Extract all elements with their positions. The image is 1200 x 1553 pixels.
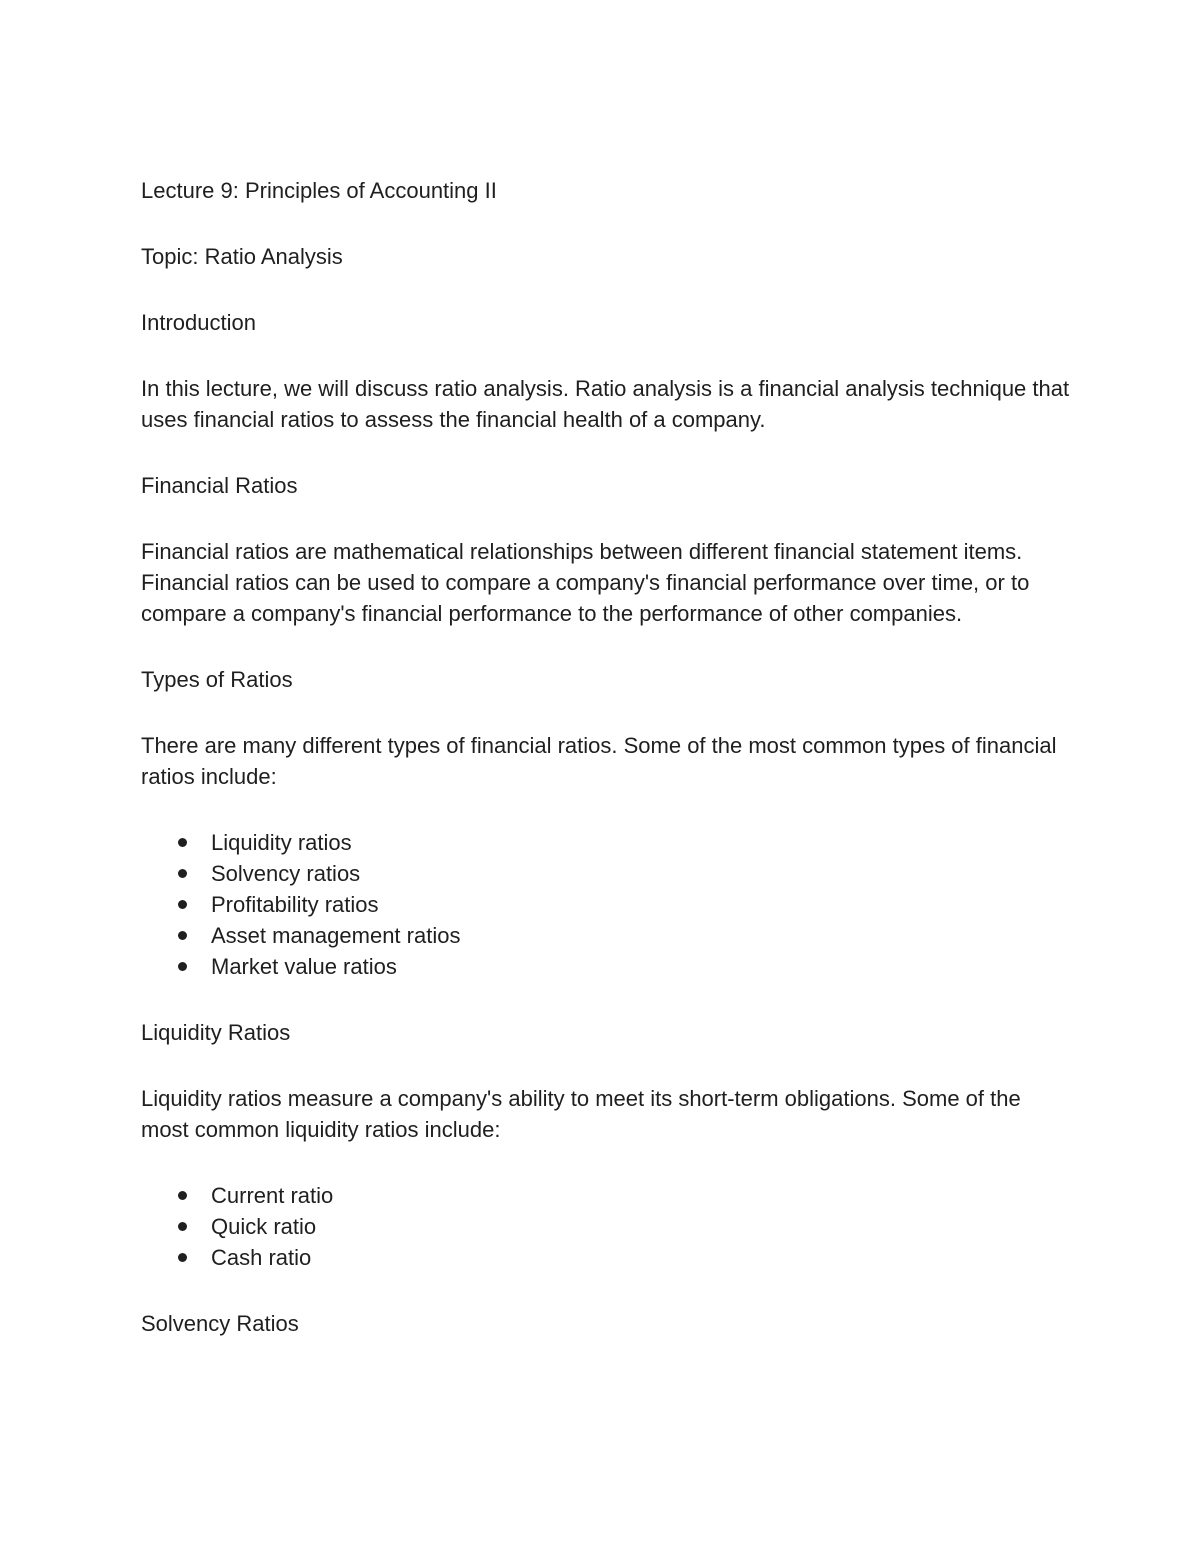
financial-ratios-paragraph: Financial ratios are mathematical relationships between different financial statement items. Financial ratios can be used to compare a company's financial performance over time, or to compare a company's financial performance to the performance of other companies. xyxy=(141,539,1030,626)
liquidity-ratios-list xyxy=(141,1180,1071,1273)
list-item-label: Profitability ratios xyxy=(211,892,379,917)
list-item xyxy=(211,1180,1071,1211)
list-item-label: Liquidity ratios xyxy=(211,830,352,855)
list-item-label: Asset management ratios xyxy=(211,923,461,948)
types-of-ratios-heading: Types of Ratios xyxy=(141,667,293,692)
list-item-label: Quick ratio xyxy=(211,1214,317,1239)
list-item xyxy=(211,1211,1071,1242)
list-item xyxy=(211,920,1071,951)
liquidity-ratios-paragraph: Liquidity ratios measure a company's ability to meet its short-term obligations. Some of the most common liquidity ratios include: xyxy=(141,1086,1021,1142)
bullet-icon xyxy=(178,931,187,940)
list-item xyxy=(211,889,1071,920)
financial-ratios-heading: Financial Ratios xyxy=(141,473,298,498)
bullet-icon xyxy=(178,1222,187,1231)
list-item xyxy=(211,827,1071,858)
bullet-icon xyxy=(178,1253,187,1262)
introduction-heading: Introduction xyxy=(141,310,256,335)
list-item-label: Solvency ratios xyxy=(211,861,361,886)
bullet-icon xyxy=(178,962,187,971)
list-item xyxy=(211,1242,1071,1273)
list-item xyxy=(211,858,1071,889)
bullet-icon xyxy=(178,1191,187,1200)
solvency-ratios-heading: Solvency Ratios xyxy=(141,1311,299,1336)
lecture-title: Lecture 9: Principles of Accounting II xyxy=(141,178,497,203)
topic-line: Topic: Ratio Analysis xyxy=(141,244,343,269)
bullet-icon xyxy=(178,900,187,909)
introduction-paragraph: In this lecture, we will discuss ratio analysis. Ratio analysis is a financial analysis technique that uses financial ratios to assess the financial health of a company. xyxy=(141,376,1070,432)
list-item-label: Current ratio xyxy=(211,1183,334,1208)
document-body xyxy=(141,175,1071,1374)
types-of-ratios-paragraph: There are many different types of financial ratios. Some of the most common types of financial ratios include: xyxy=(141,733,1057,789)
list-item-label: Market value ratios xyxy=(211,954,397,979)
liquidity-ratios-heading: Liquidity Ratios xyxy=(141,1020,291,1045)
bullet-icon xyxy=(178,869,187,878)
list-item xyxy=(211,951,1071,982)
ratio-types-list xyxy=(141,827,1071,982)
list-item-label: Cash ratio xyxy=(211,1245,312,1270)
bullet-icon xyxy=(178,838,187,847)
